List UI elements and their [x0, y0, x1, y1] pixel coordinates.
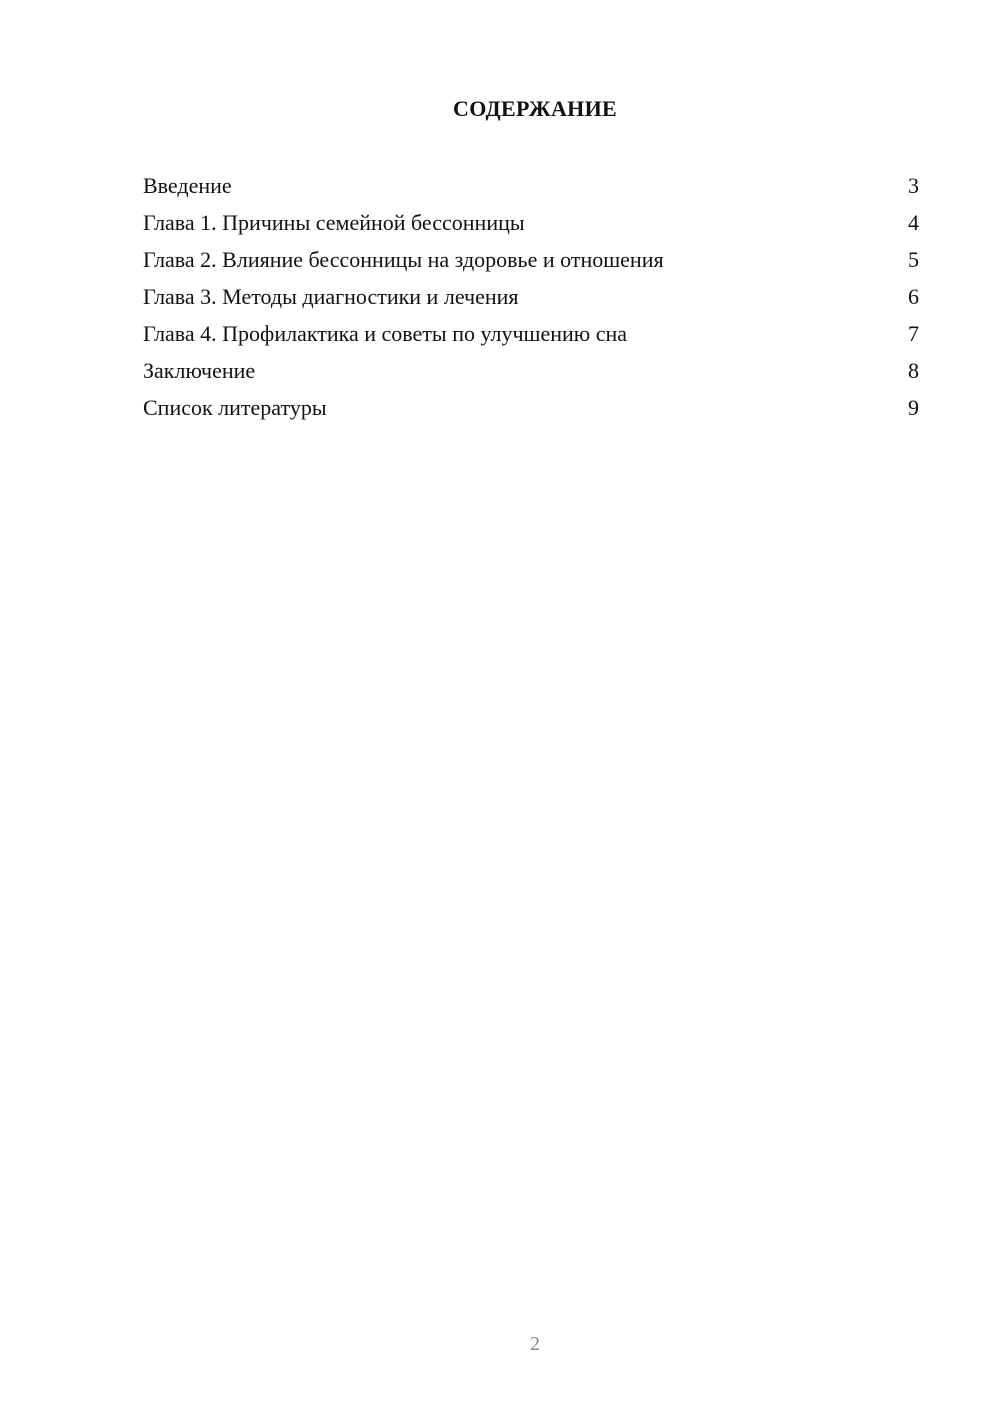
toc-entry-label: Глава 1. Причины семейной бессонницы	[143, 210, 525, 235]
toc-entry-label: Введение	[143, 173, 232, 198]
toc-entry-references[interactable]	[143, 389, 919, 426]
toc-entry-page: 7	[908, 321, 919, 346]
toc-entry-chapter-1[interactable]	[143, 204, 919, 241]
toc-entry-label: Глава 4. Профилактика и советы по улучшению сна	[143, 321, 628, 346]
toc-entry-label: Заключение	[143, 358, 256, 383]
toc-entry-label: Глава 3. Методы диагностики и лечения	[143, 284, 519, 309]
toc-entry-page: 3	[908, 173, 919, 198]
toc-entry-label: Список литературы	[143, 395, 327, 420]
toc-entry-introduction[interactable]	[143, 167, 919, 204]
toc-entry-page: 9	[908, 395, 919, 420]
toc-title: СОДЕРЖАНИЕ	[453, 96, 617, 121]
toc-entry-page: 5	[908, 247, 919, 272]
toc-entry-conclusion[interactable]	[143, 352, 919, 389]
toc-entry-chapter-3[interactable]	[143, 278, 919, 315]
table-of-contents	[143, 167, 919, 426]
toc-entry-chapter-2[interactable]	[143, 241, 919, 278]
page-number: 2	[530, 1333, 540, 1355]
toc-entry-page: 8	[908, 358, 919, 383]
toc-entry-page: 6	[908, 284, 919, 309]
toc-entry-label: Глава 2. Влияние бессонницы на здоровье и отношения	[143, 247, 664, 272]
toc-entry-chapter-4[interactable]	[143, 315, 919, 352]
toc-entry-page: 4	[908, 210, 919, 235]
